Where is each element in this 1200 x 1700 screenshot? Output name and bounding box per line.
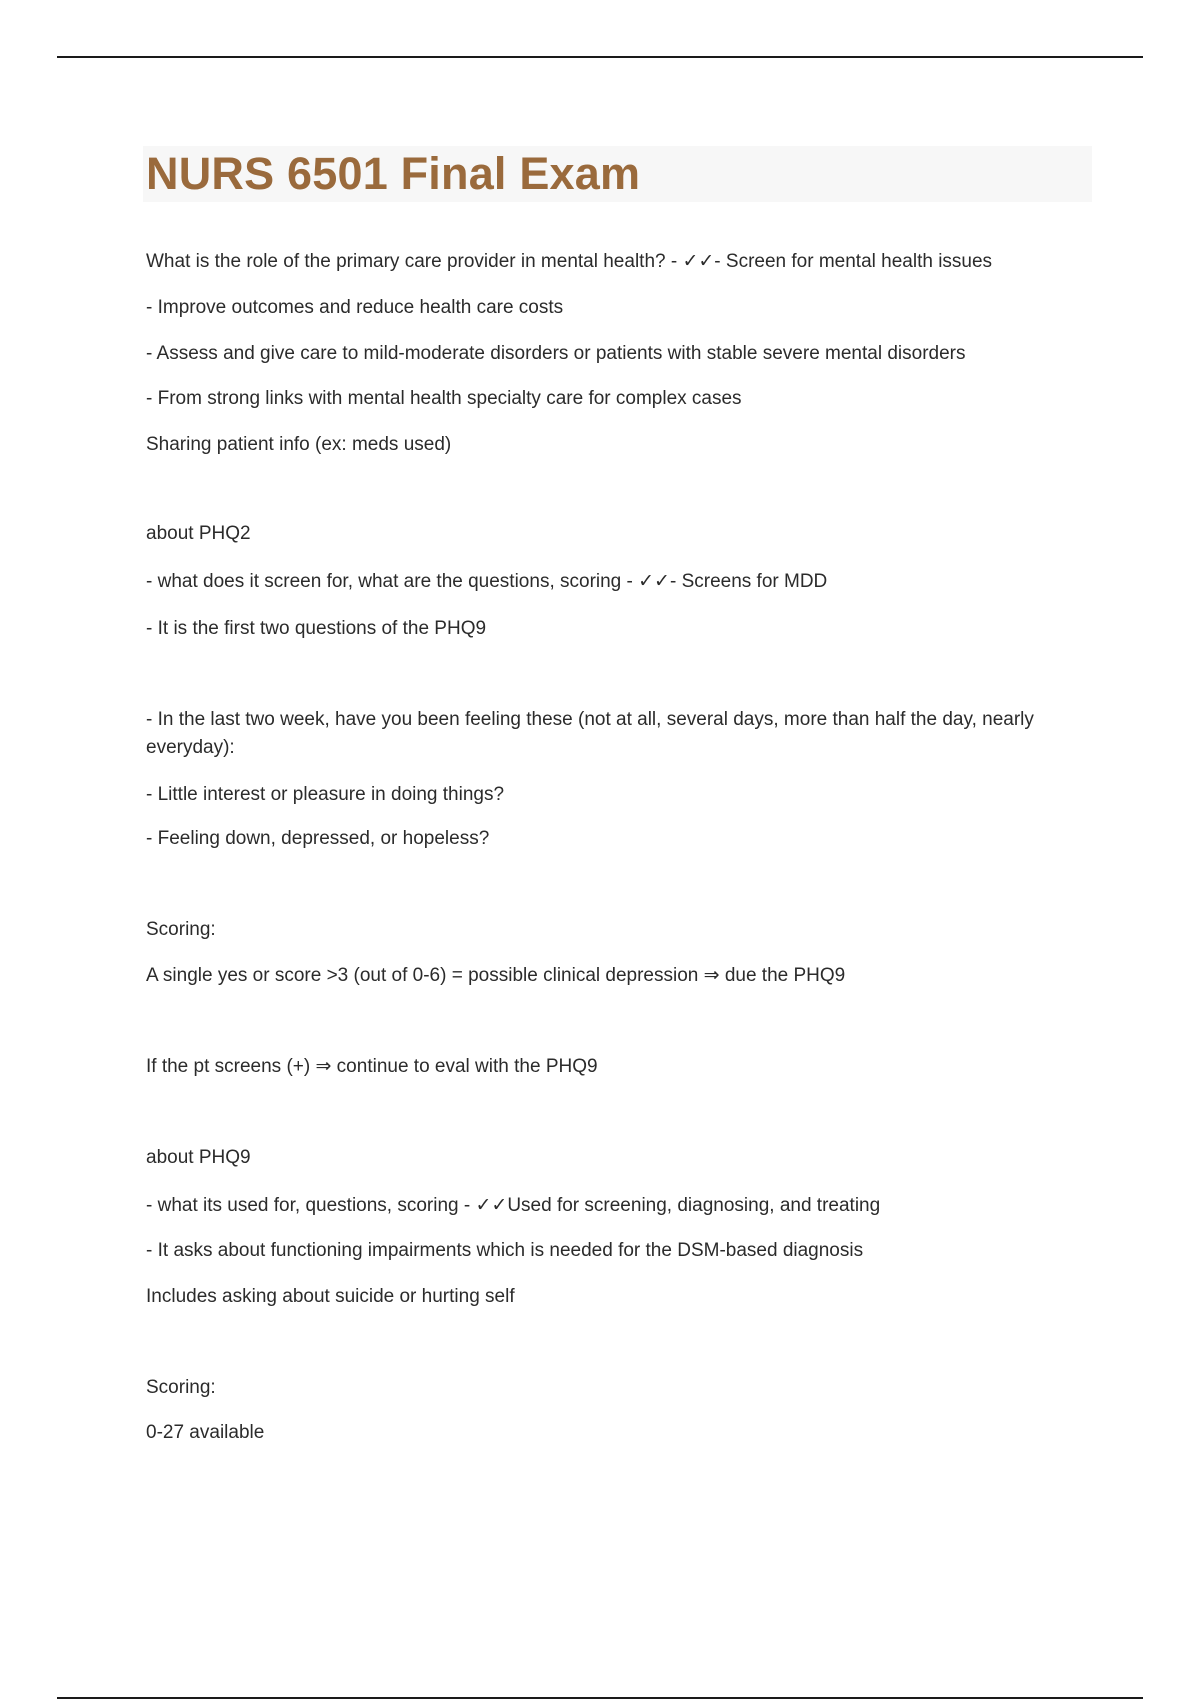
section-heading: about PHQ9: [146, 1147, 251, 1168]
text-line: 0-27 available: [146, 1422, 265, 1443]
text-line: - Assess and give care to mild-moderate disorders or patients with stable severe mental disorders: [146, 343, 966, 364]
text-line: Includes asking about suicide or hurting self: [146, 1286, 515, 1307]
text-line: What is the role of the primary care provider in mental health? - ✓✓- Screen for mental health issues: [146, 251, 993, 272]
text-line: - Improve outcomes and reduce health care costs: [146, 297, 564, 318]
bottom-rule: [57, 1697, 1143, 1699]
text-line: A single yes or score >3 (out of 0-6) = possible clinical depression ⇒ due the PHQ9: [146, 965, 846, 986]
text-line: Sharing patient info (ex: meds used): [146, 434, 452, 455]
top-rule: [57, 56, 1143, 58]
text-line: - In the last two week, have you been feeling these (not at all, several days, more than half the day, nearly everyday):: [146, 709, 1034, 758]
section-heading: Scoring:: [146, 919, 216, 940]
text-line: - what does it screen for, what are the questions, scoring - ✓✓- Screens for MDD: [146, 571, 828, 592]
text-line: - what its used for, questions, scoring - ✓✓Used for screening, diagnosing, and treating: [146, 1195, 881, 1216]
document-title: NURS 6501 Final Exam: [146, 148, 641, 199]
text-line: - Little interest or pleasure in doing things?: [146, 784, 505, 805]
section-heading: Scoring:: [146, 1377, 216, 1398]
text-line: - It asks about functioning impairments which is needed for the DSM-based diagnosis: [146, 1240, 864, 1261]
text-line: - From strong links with mental health specialty care for complex cases: [146, 388, 742, 409]
section-heading: about PHQ2: [146, 523, 251, 544]
text-line: - It is the first two questions of the PHQ9: [146, 618, 487, 639]
text-line: - Feeling down, depressed, or hopeless?: [146, 828, 490, 849]
text-line: If the pt screens (+) ⇒ continue to eval with the PHQ9: [146, 1056, 598, 1077]
